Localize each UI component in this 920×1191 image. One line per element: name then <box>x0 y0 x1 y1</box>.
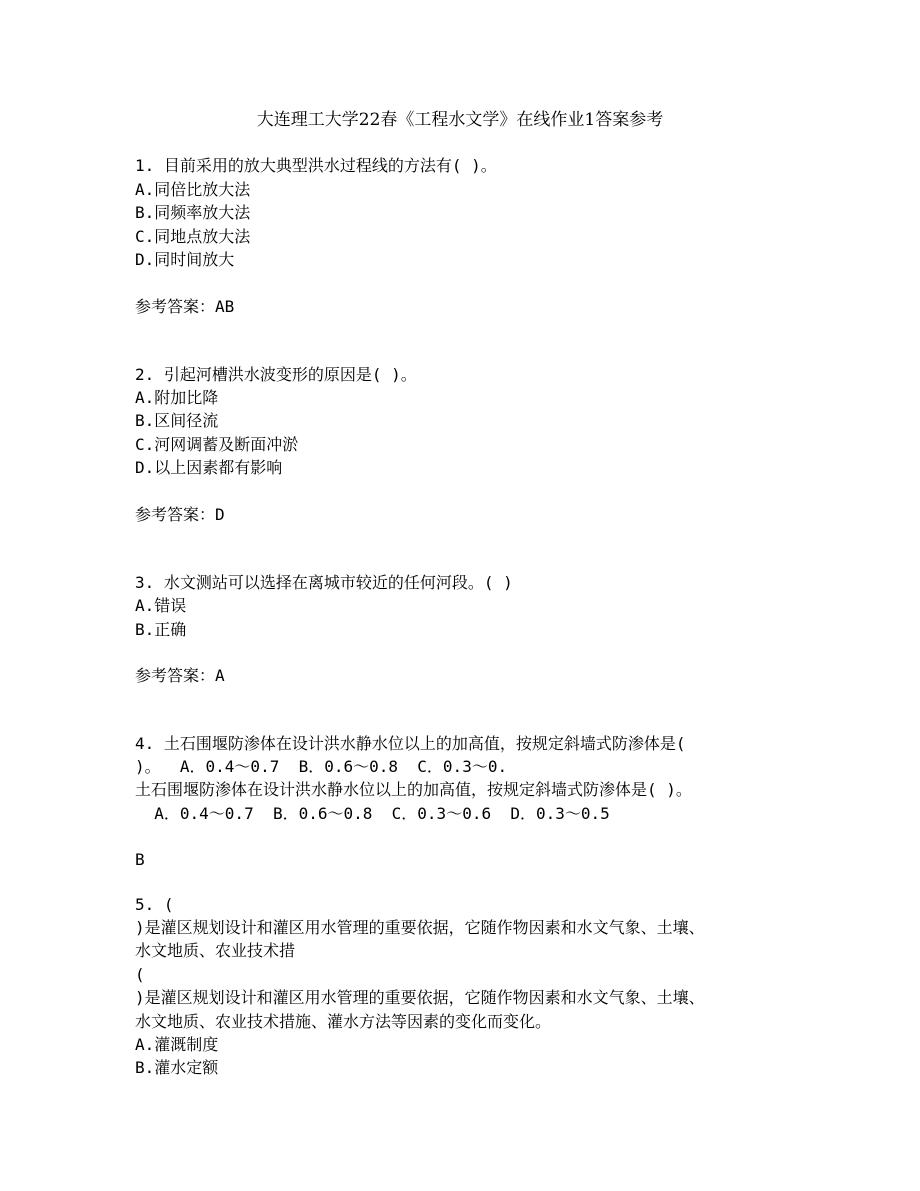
question-3-answer: 参考答案：A <box>135 666 225 685</box>
question-2-answer: 参考答案：D <box>135 505 225 524</box>
question-5-option-a: A.灌溉制度 <box>135 1035 219 1054</box>
question-5-stem-line: 水文地质、农业技术措 <box>135 941 296 960</box>
document-title: 大连理工大学22春《工程水文学》在线作业1答案参考 <box>256 110 664 130</box>
question-1-option-a: A.同倍比放大法 <box>135 180 251 199</box>
question-2-stem: 2. 引起河槽洪水波变形的原因是( )。 <box>135 365 417 384</box>
question-2-option-b: B.区间径流 <box>135 411 219 430</box>
question-1-option-c: C.同地点放大法 <box>135 227 251 246</box>
question-2-option-c: C.河网调蓄及断面冲淤 <box>135 435 299 454</box>
question-5-option-b: B.灌水定额 <box>135 1058 219 1077</box>
question-3-stem: 3. 水文测站可以选择在离城市较近的任何河段。( ) <box>135 573 513 592</box>
question-3-option-b: B.正确 <box>135 620 187 639</box>
question-4-stem-line: 4. 土石围堰防渗体在设计洪水静水位以上的加高值，按规定斜墙式防渗体是( <box>135 734 686 753</box>
question-5-stem-line: ( <box>135 965 145 984</box>
question-4-stem-line: )。 A．0.4～0.7 B．0.6～0.8 C．0.3～0. <box>135 757 508 776</box>
question-1-answer: 参考答案：AB <box>135 297 235 316</box>
question-3-option-a: A.错误 <box>135 596 187 615</box>
question-1-stem: 1. 目前采用的放大典型洪水过程线的方法有( )。 <box>135 156 497 175</box>
question-1-option-d: D.同时间放大 <box>135 250 235 269</box>
question-4-stem-line: A．0.4～0.7 B．0.6～0.8 C．0.3～0.6 D．0.3～0.5 <box>135 804 610 823</box>
question-5-stem-line: )是灌区规划设计和灌区用水管理的重要依据，它随作物因素和水文气象、土壤、 <box>135 988 705 1007</box>
question-1-option-b: B.同频率放大法 <box>135 203 251 222</box>
question-2-option-a: A.附加比降 <box>135 388 219 407</box>
question-5-stem-line: 水文地质、农业技术措施、灌水方法等因素的变化而变化。 <box>135 1012 552 1031</box>
question-5-stem-line: )是灌区规划设计和灌区用水管理的重要依据，它随作物因素和水文气象、土壤、 <box>135 918 705 937</box>
question-5-stem-line: 5. ( <box>135 895 174 914</box>
question-4-answer: B <box>135 850 145 869</box>
question-2-option-d: D.以上因素都有影响 <box>135 458 283 477</box>
question-4-stem-line: 土石围堰防渗体在设计洪水静水位以上的加高值，按规定斜墙式防渗体是( )。 <box>135 780 692 799</box>
